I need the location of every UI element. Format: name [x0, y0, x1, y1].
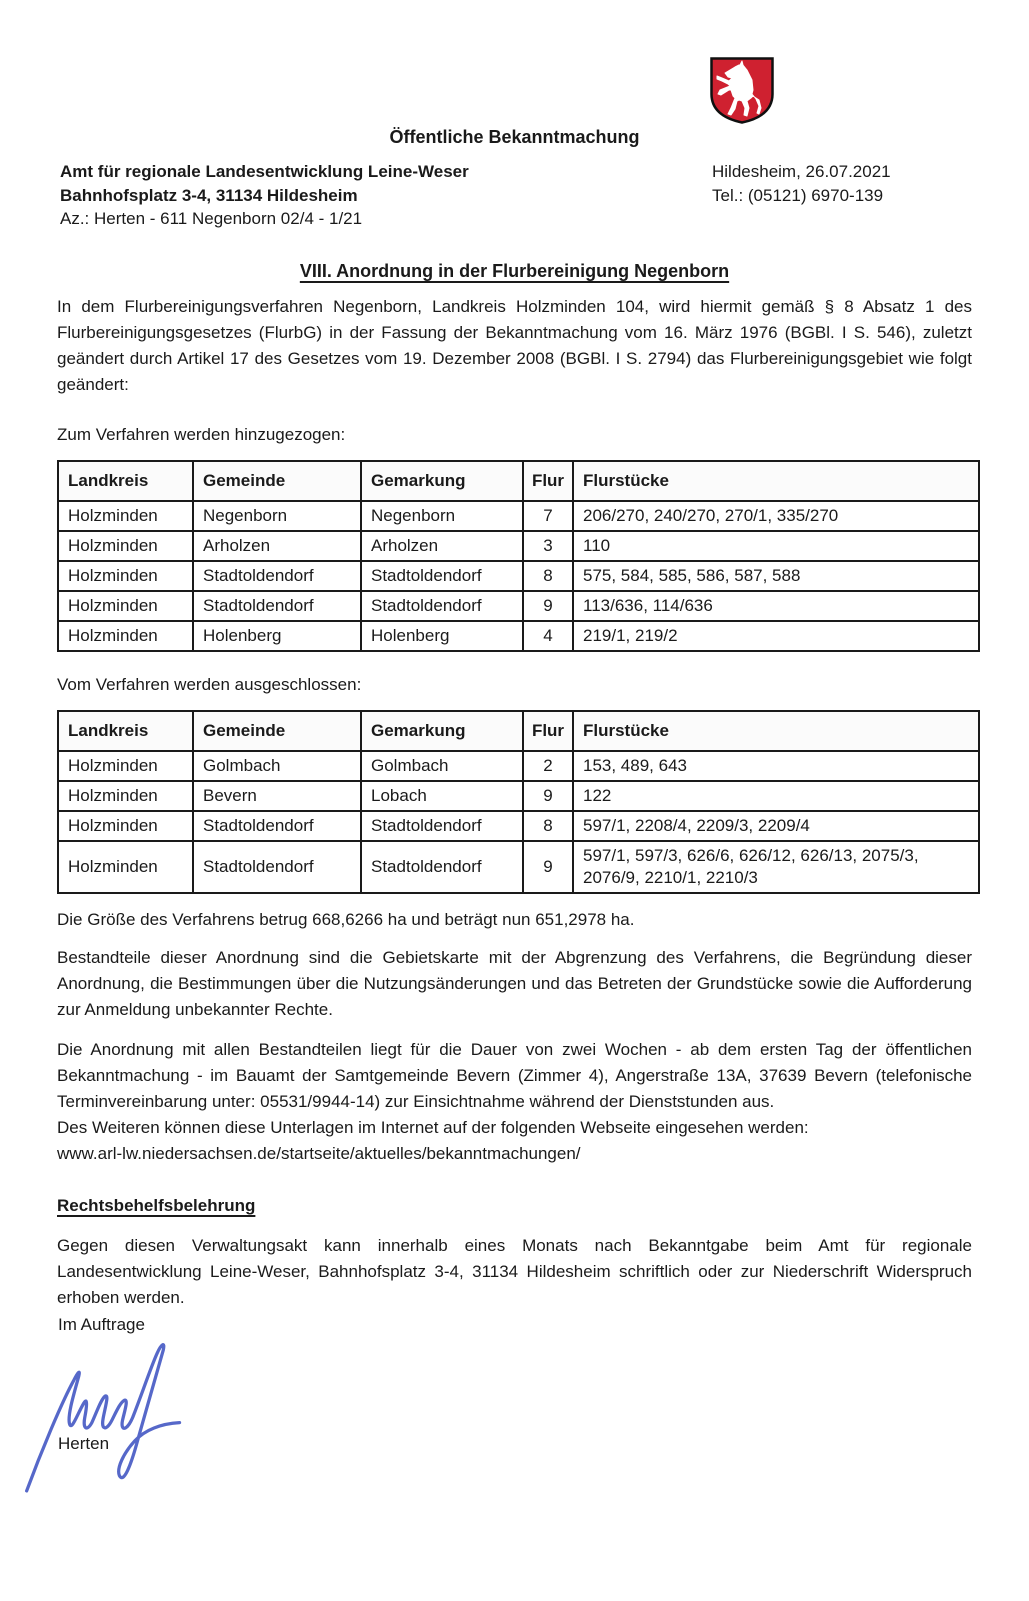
- table-cell: Bevern: [193, 781, 361, 811]
- appeal-paragraph: Gegen diesen Verwaltungsakt kann innerhalb eines Monats nach Bekanntgabe beim Amt für regionale Landesentwicklung Leine-Weser, Bahnhofsplatz 3-4, 31134 Hildesheim schriftlich oder zur Niederschrift Widerspruch erhoben werden.: [57, 1236, 972, 1307]
- table-row: [58, 591, 979, 621]
- table-header-row: [58, 711, 979, 751]
- table-cell: Holzminden: [58, 781, 193, 811]
- table-cell: Holzminden: [58, 751, 193, 781]
- added-parcels-table: [57, 460, 980, 652]
- table-cell: Stadtoldendorf: [361, 841, 523, 893]
- column-header-gemarkung: Gemarkung: [361, 461, 523, 501]
- appeal-heading: Rechtsbehelfsbelehrung: [57, 1196, 256, 1215]
- sender-block: [60, 160, 469, 231]
- column-header-flurstuecke: Flurstücke: [573, 711, 979, 751]
- table-cell: 7: [523, 501, 573, 531]
- internet-paragraph: Des Weiteren können diese Unterlagen im Internet auf der folgenden Webseite eingesehen werden:: [57, 1118, 809, 1137]
- table-row: [58, 501, 979, 531]
- table-cell: Holzminden: [58, 501, 193, 531]
- table-cell: Arholzen: [193, 531, 361, 561]
- table-cell: 2: [523, 751, 573, 781]
- table-cell: 4: [523, 621, 573, 651]
- column-header-gemarkung: Gemarkung: [361, 711, 523, 751]
- place-date: Hildesheim, 26.07.2021: [712, 162, 891, 181]
- table-row: [58, 811, 979, 841]
- table-header-row: [58, 461, 979, 501]
- table-cell: 575, 584, 585, 586, 587, 588: [573, 561, 979, 591]
- table-cell: Golmbach: [193, 751, 361, 781]
- table-cell: Negenborn: [361, 501, 523, 531]
- table-cell: 153, 489, 643: [573, 751, 979, 781]
- table-cell: 8: [523, 561, 573, 591]
- table-row: [58, 621, 979, 651]
- table-cell: Stadtoldendorf: [193, 841, 361, 893]
- table-cell: 9: [523, 781, 573, 811]
- table-cell: 110: [573, 531, 979, 561]
- table-cell: Holzminden: [58, 621, 193, 651]
- table-row: [58, 841, 979, 893]
- table-cell: Stadtoldendorf: [361, 591, 523, 621]
- column-header-landkreis: Landkreis: [58, 711, 193, 751]
- document-body: [57, 294, 972, 1311]
- table-cell: Stadtoldendorf: [361, 811, 523, 841]
- table-cell: Holzminden: [58, 591, 193, 621]
- table-cell: Holzminden: [58, 841, 193, 893]
- file-reference: Az.: Herten - 611 Negenborn 02/4 - 1/21: [60, 209, 363, 228]
- coat-of-arms-icon: [709, 56, 775, 125]
- table-cell: Golmbach: [361, 751, 523, 781]
- size-paragraph: Die Größe des Verfahrens betrug 668,6266 ha und beträgt nun 651,2978 ha.: [57, 910, 635, 929]
- table-cell: Holenberg: [193, 621, 361, 651]
- table-row: [58, 561, 979, 591]
- display-info-block: [57, 1037, 972, 1167]
- table-cell: Stadtoldendorf: [193, 811, 361, 841]
- excluded-parcels-table: [57, 710, 980, 894]
- table-cell: Holzminden: [58, 561, 193, 591]
- added-table-label: Zum Verfahren werden hinzugezogen:: [57, 425, 346, 444]
- components-paragraph: Bestandteile dieser Anordnung sind die Gebietskarte mit der Abgrenzung des Verfahrens, die Begründung dieser Anordnung, die Bestimmungen über die Nutzungsänderungen und das Betreten der Grundstücke sowie die Aufforderung zur Anmeldung unbekannter Rechte.: [57, 948, 972, 1019]
- column-header-gemeinde: Gemeinde: [193, 711, 361, 751]
- agency-name: Amt für regionale Landesentwicklung Leine-Weser: [60, 162, 469, 181]
- signature-handwriting-icon: [22, 1338, 227, 1496]
- column-header-flur: Flur: [523, 711, 573, 751]
- table-cell: 219/1, 219/2: [573, 621, 979, 651]
- phone-number: Tel.: (05121) 6970-139: [712, 185, 884, 205]
- website-url: www.arl-lw.niedersachsen.de/startseite/aktuelles/bekanntmachungen/: [57, 1144, 581, 1163]
- table-cell: 9: [523, 591, 573, 621]
- table-cell: 3: [523, 531, 573, 561]
- table-cell: Negenborn: [193, 501, 361, 531]
- table-cell: Holzminden: [58, 531, 193, 561]
- closing-formula: Im Auftrage: [58, 1315, 145, 1334]
- table-cell: 122: [573, 781, 979, 811]
- agency-address: Bahnhofsplatz 3-4, 31134 Hildesheim: [60, 185, 358, 205]
- meta-block: [712, 160, 891, 207]
- table-cell: Arholzen: [361, 531, 523, 561]
- table-row: [58, 751, 979, 781]
- column-header-flur: Flur: [523, 461, 573, 501]
- table-row: [58, 531, 979, 561]
- excluded-table-label: Vom Verfahren werden ausgeschlossen:: [57, 675, 362, 694]
- table-cell: Stadtoldendorf: [361, 561, 523, 591]
- display-paragraph: Die Anordnung mit allen Bestandteilen liegt für die Dauer von zwei Wochen - ab dem ersten Tag der öffentlichen Bekanntmachung - im Bauamt der Samtgemeinde Bevern (Zimmer 4), Angerstraße 13A, 37639 Bevern (telefonische Terminvereinbarung unter: 05531/9944-14) zur Einsichtnahme während der Dienststunden aus.: [57, 1040, 972, 1111]
- signer-name: Herten: [58, 1434, 110, 1453]
- intro-paragraph: In dem Flurbereinigungsverfahren Negenborn, Landkreis Holzminden 104, wird hiermit gemäß § 8 Absatz 1 des Flurbereinigungsgesetzes (FlurbG) in der Fassung der Bekanntmachung vom 16. März 1976 (BGBl. I S. 546), zuletzt geändert durch Artikel 17 des Gesetzes vom 19. Dezember 2008 (BGBl. I S. 2794) das Flurbereinigungsgebiet wie folgt geändert:: [57, 297, 972, 394]
- column-header-gemeinde: Gemeinde: [193, 461, 361, 501]
- table-cell: 9: [523, 841, 573, 893]
- document-title: VIII. Anordnung in der Flurbereinigung Negenborn: [299, 261, 730, 281]
- table-cell: 206/270, 240/270, 270/1, 335/270: [573, 501, 979, 531]
- column-header-flurstuecke: Flurstücke: [573, 461, 979, 501]
- doc-heading: Öffentliche Bekanntmachung: [389, 127, 640, 147]
- column-header-landkreis: Landkreis: [58, 461, 193, 501]
- table-cell: 597/1, 597/3, 626/6, 626/12, 626/13, 2075/3, 2076/9, 2210/1, 2210/3: [573, 841, 979, 893]
- table-cell: Holenberg: [361, 621, 523, 651]
- table-cell: 113/636, 114/636: [573, 591, 979, 621]
- table-cell: 597/1, 2208/4, 2209/3, 2209/4: [573, 811, 979, 841]
- table-cell: Stadtoldendorf: [193, 591, 361, 621]
- table-cell: 8: [523, 811, 573, 841]
- table-row: [58, 781, 979, 811]
- table-cell: Holzminden: [58, 811, 193, 841]
- table-cell: Lobach: [361, 781, 523, 811]
- table-cell: Stadtoldendorf: [193, 561, 361, 591]
